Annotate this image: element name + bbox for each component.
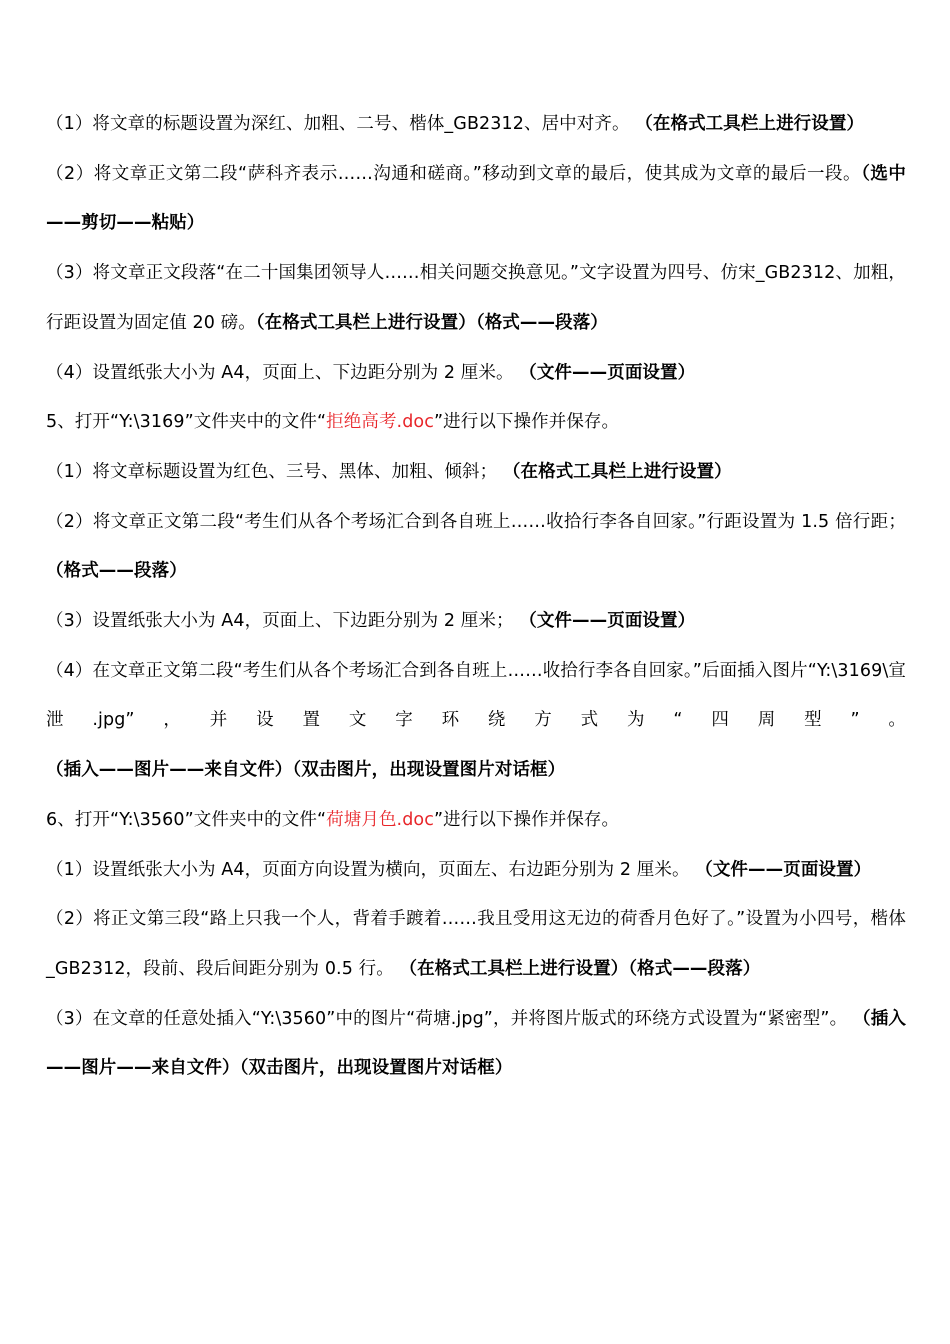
instruction-hint: （在格式工具栏上进行设置）（格式——段落） [255,312,608,333]
instruction-paragraph-1 [46,100,906,150]
task-filename: 拒绝高考.doc [326,412,434,433]
instruction-text: （3）在文章的任意处插入“Y:\3560”中的图片“荷塘.jpg”，并将图片版式的环绕方式设置为“紧密型”。 [46,1008,848,1029]
instruction-hint: （文件——页面设置） [695,859,872,880]
task-heading-6 [46,796,906,846]
task-heading-5 [46,398,906,448]
instruction-hint: （插入——图片——来自文件）（双击图片，出现设置图片对话框） [46,1008,906,1079]
instruction-text: （3）将文章正文段落“在二十国集团领导人……相关问题交换意见。”文字设置为四号、仿宋_GB2312、加粗，行距设置为固定值 20 磅。 [46,263,906,333]
instruction-text: （3）设置纸张大小为 A4，页面上、下边距分别为 2 厘米； [46,611,514,632]
instruction-hint: （插入——图片——来自文件）（双击图片，出现设置图片对话框） [46,760,566,781]
instruction-paragraph-7 [46,597,906,647]
instruction-text: （1）设置纸张大小为 A4，页面方向设置为横向，页面左、右边距分别为 2 厘米。 [46,859,690,880]
instruction-hint: （选中——剪切——粘贴） [46,163,906,234]
task-filename: 荷塘月色.doc [326,809,434,830]
instruction-paragraph-5 [46,448,906,498]
instruction-paragraph-10 [46,895,906,994]
instruction-hint: （格式——段落） [46,561,187,582]
instruction-paragraph-2 [46,150,906,249]
instruction-text: （4）在文章正文第二段“考生们从各个考场汇合到各自班上……收拾行李各自回家。”后面插入图片“Y:\3169\宣泄.jpg”，并设置文字环绕方式为“四周型”。 [46,660,906,731]
instruction-hint: （文件——页面设置） [519,362,696,383]
instruction-text: （4）设置纸张大小为 A4，页面上、下边距分别为 2 厘米。 [46,362,514,383]
instruction-paragraph-9 [46,846,906,896]
instruction-hint: （在格式工具栏上进行设置） [502,461,732,482]
task-heading-prefix: 5、打开“Y:\3169”文件夹中的文件“ [46,412,327,433]
instruction-paragraph-4 [46,349,906,399]
instruction-paragraph-11 [46,995,906,1094]
task-heading-suffix: ”进行以下操作并保存。 [433,809,620,830]
instruction-text: （1）将文章的标题设置为深红、加粗、二号、楷体_GB2312、居中对齐。 [46,114,630,134]
instruction-hint: （在格式工具栏上进行设置） [635,114,865,134]
instruction-text: （2）将正文第三段“路上只我一个人，背着手踱着……我且受用这无边的荷香月色好了。”设置为小四号，楷体_GB2312，段前、段后间距分别为 0.5 行。 [46,909,906,979]
instruction-hint: （在格式工具栏上进行设置）（格式——段落） [399,958,761,979]
instruction-paragraph-8 [46,647,906,796]
instruction-text: （2）将文章正文第二段“考生们从各个考场汇合到各自班上……收拾行李各自回家。”行距设置为 1.5 倍行距； [46,511,906,532]
instruction-paragraph-6 [46,498,906,597]
instruction-text: （1）将文章标题设置为红色、三号、黑体、加粗、倾斜； [46,461,498,482]
instruction-text: （2）将文章正文第二段“萨科齐表示……沟通和磋商。”移动到文章的最后，使其成为文章的最后一段。 [46,163,862,184]
document-page [46,100,906,1094]
task-heading-suffix: ”进行以下操作并保存。 [433,412,620,433]
instruction-paragraph-3 [46,249,906,348]
instruction-hint: （文件——页面设置） [519,611,696,632]
task-heading-prefix: 6、打开“Y:\3560”文件夹中的文件“ [46,809,327,830]
